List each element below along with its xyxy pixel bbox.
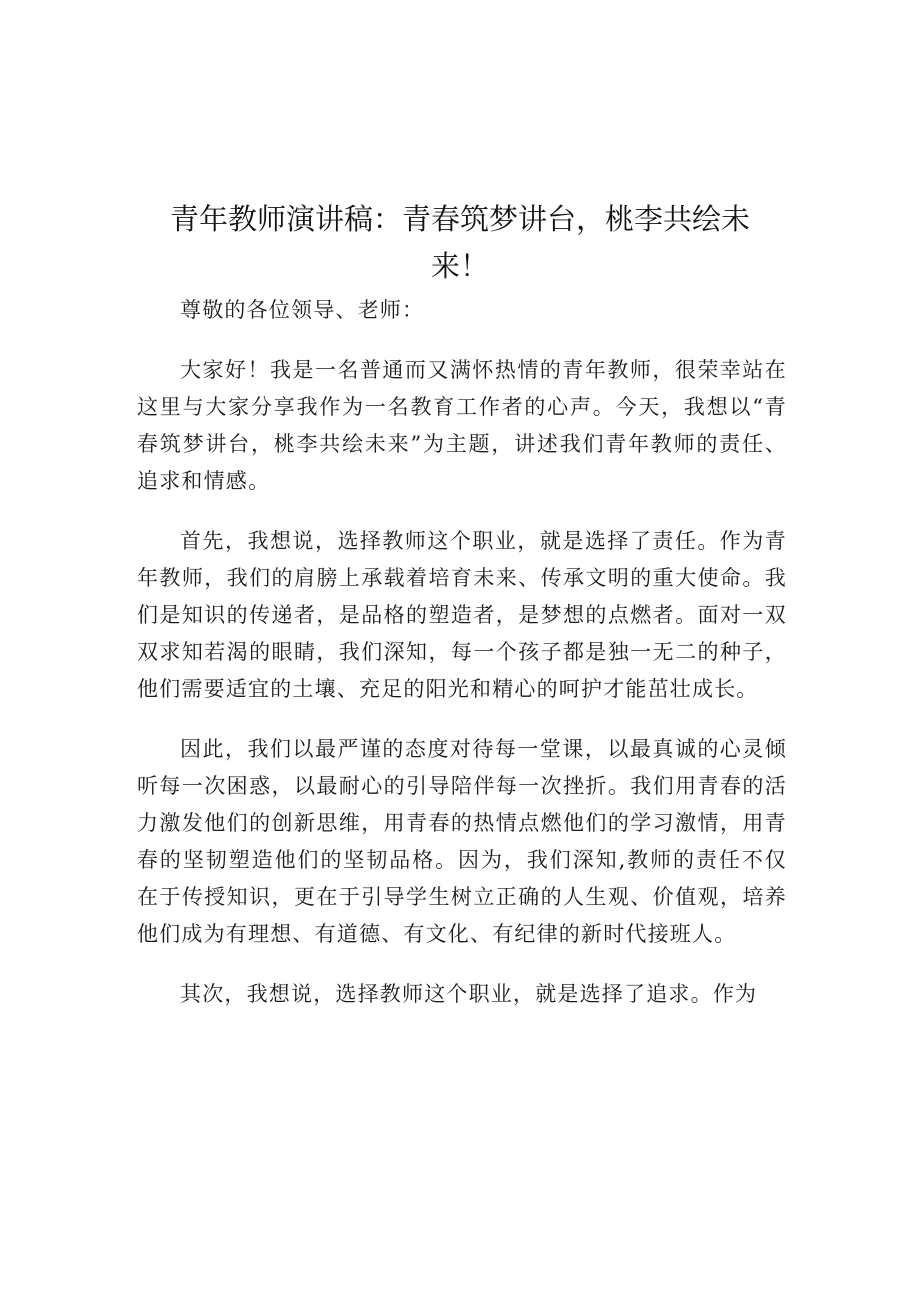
document-title: 青年教师演讲稿：青春筑梦讲台，桃李共绘未来！: [169, 202, 750, 283]
paragraph-therefore: 因此，我们以最严谨的态度对待每一堂课，以最真诚的心灵倾听每一次困惑，以最耐心的引导陪伴每一次挫折。我们用青春的活力激发他们的创新思维，用青春的热情点燃他们的学习激情，用青春的坚韧塑造他们的坚韧品格。因为，我们深知,教师的责任不仅在于传授知识，更在于引导学生树立正确的人生观、价值观，培养他们成为有理想、有道德、有文化、有纪律的新时代接班人。: [137, 737, 787, 946]
paragraph-pursuit: 其次，我想说，选择教师这个职业，就是选择了追求。作为: [180, 982, 758, 1006]
document-body: [137, 292, 787, 1036]
salutation: 尊敬的各位领导、老师：: [180, 298, 425, 322]
paragraph-responsibility: 首先，我想说，选择教师这个职业，就是选择了责任。作为青年教师，我们的肩膀上承载着培育未来、传承文明的重大使命。我们是知识的传递者，是品格的塑造者，是梦想的点燃者。面对一双双求知若渴的眼睛，我们深知，每一个孩子都是独一无二的种子，他们需要适宜的土壤、充足的阳光和精心的呵护才能茁壮成长。: [137, 529, 787, 701]
paragraph-greeting: 大家好！我是一名普通而又满怀热情的青年教师，很荣幸站在这里与大家分享我作为一名教育工作者的心声。今天，我想以“青春筑梦讲台，桃李共绘未来”为主题，讲述我们青年教师的责任、追求和情感。: [137, 358, 787, 493]
